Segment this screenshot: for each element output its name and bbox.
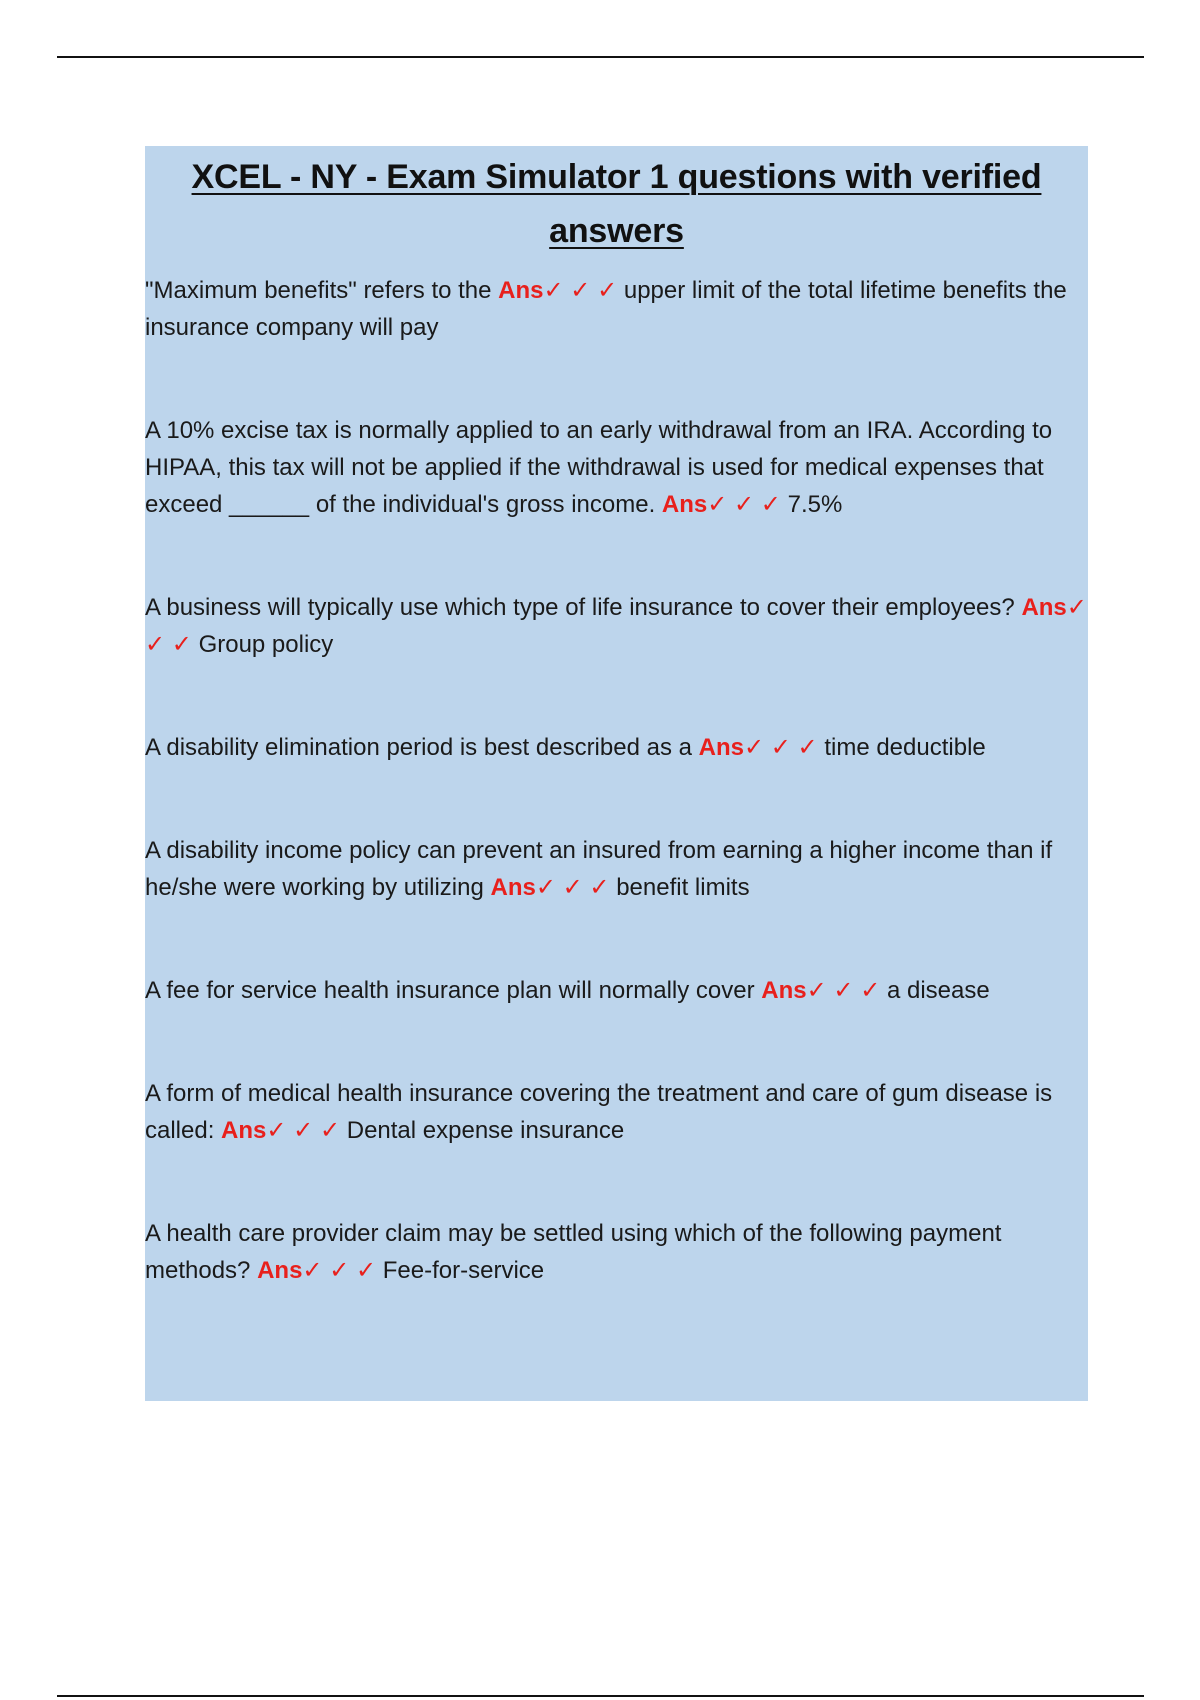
answer-text: 7.5% <box>787 491 843 518</box>
qa-item <box>145 972 1088 1009</box>
answer-marker: Ans <box>661 491 708 518</box>
question-text: A form of medical health insurance covering the treatment and care of gum disease is called: <box>145 1080 1053 1144</box>
qa-item <box>145 272 1088 346</box>
question-text: A fee for service health insurance plan will normally cover <box>145 977 755 1004</box>
qa-item <box>145 1215 1088 1289</box>
qa-item <box>145 729 1088 766</box>
answer-marker: Ans <box>761 977 807 1004</box>
check-marks-icon: ✓ ✓ ✓ <box>145 594 1087 658</box>
top-rule <box>57 56 1144 58</box>
qa-item <box>145 1075 1088 1149</box>
document-title: XCEL - NY - Exam Simulator 1 questions with verified answers <box>191 158 1042 250</box>
answer-marker: Ans <box>490 874 536 901</box>
check-marks-icon: ✓ ✓ ✓ <box>806 977 881 1004</box>
check-marks-icon: ✓ ✓ ✓ <box>743 734 818 761</box>
check-marks-icon: ✓ ✓ ✓ <box>543 277 618 304</box>
question-text: A disability elimination period is best described as a <box>145 734 692 761</box>
answer-text: upper limit of the total lifetime benefits the insurance company will pay <box>145 277 1067 341</box>
qa-item <box>145 589 1088 663</box>
qa-list <box>145 272 1088 1289</box>
check-marks-icon: ✓ ✓ ✓ <box>266 1117 341 1144</box>
answer-text: Dental expense insurance <box>346 1117 625 1144</box>
bottom-rule <box>57 1695 1144 1697</box>
question-text: A disability income policy can prevent an insured from earning a higher income than if he/she were working by utilizing <box>145 837 1053 901</box>
question-text: A 10% excise tax is normally applied to an early withdrawal from an IRA. According to HIPAA, this tax will not be applied if the withdrawal is used for medical expenses that exceed ______ of the individual's gross income. <box>145 417 1053 518</box>
answer-marker: Ans <box>498 277 544 304</box>
answer-text: Fee-for-service <box>382 1257 545 1284</box>
answer-marker: Ans <box>698 734 744 761</box>
answer-marker: Ans <box>257 1257 303 1284</box>
check-marks-icon: ✓ ✓ ✓ <box>302 1257 377 1284</box>
qa-item <box>145 832 1088 906</box>
document-panel <box>145 146 1088 1401</box>
answer-text: time deductible <box>824 734 986 761</box>
check-marks-icon: ✓ ✓ ✓ <box>535 874 610 901</box>
qa-item <box>145 412 1088 523</box>
question-text: A health care provider claim may be settled using which of the following payment methods? <box>145 1220 1002 1284</box>
answer-text: benefit limits <box>616 874 750 901</box>
answer-marker: Ans <box>1021 594 1067 621</box>
question-text: "Maximum benefits" refers to the <box>145 277 492 304</box>
question-text: A business will typically use which type of life insurance to cover their employees? <box>145 594 1015 621</box>
answer-marker: Ans <box>221 1117 267 1144</box>
answer-text: Group policy <box>198 631 334 658</box>
answer-text: a disease <box>886 977 990 1004</box>
check-marks-icon: ✓ ✓ ✓ <box>707 491 781 518</box>
